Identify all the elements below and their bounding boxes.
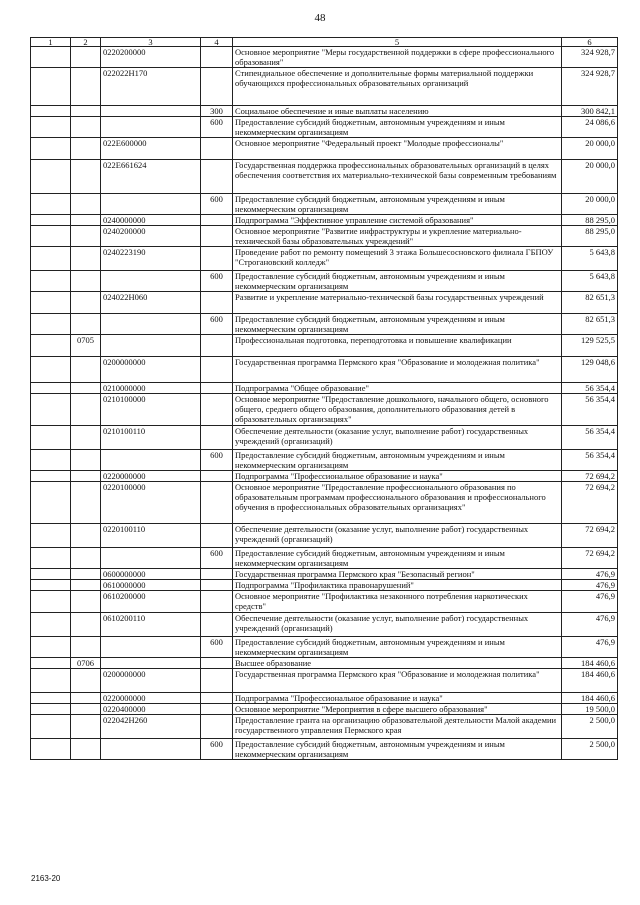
section-code-cell bbox=[71, 715, 101, 739]
table-row bbox=[31, 194, 618, 215]
description-cell: Подпрограмма "Профессиональное образование и наука" bbox=[233, 693, 562, 704]
target-code-cell: 0210000000 bbox=[101, 383, 201, 394]
table-row bbox=[31, 160, 618, 194]
col-1-cell bbox=[31, 138, 71, 160]
description-cell: Основное мероприятие "Предоставление профессионального образования по образовательным программам профессионального образования и профессионального обучения в профессиональных образовательных организациях" bbox=[233, 482, 562, 524]
col-1-cell bbox=[31, 591, 71, 613]
header-cell: 5 bbox=[233, 38, 562, 47]
target-code-cell bbox=[101, 117, 201, 138]
col-1-cell bbox=[31, 739, 71, 760]
table-row bbox=[31, 47, 618, 68]
document-code: 2163-20 bbox=[31, 874, 61, 883]
table-row bbox=[31, 569, 618, 580]
section-code-cell bbox=[71, 357, 101, 383]
target-code-cell: 0220400000 bbox=[101, 704, 201, 715]
expense-type-cell bbox=[201, 471, 233, 482]
section-code-cell bbox=[71, 569, 101, 580]
expense-type-cell bbox=[201, 704, 233, 715]
table-row bbox=[31, 658, 618, 669]
expense-type-cell: 300 bbox=[201, 106, 233, 117]
amount-cell: 476,9 bbox=[562, 569, 618, 580]
col-1-cell bbox=[31, 450, 71, 471]
amount-cell: 184 460,6 bbox=[562, 669, 618, 693]
description-cell: Основное мероприятие "Профилактика незаконного потребления наркотических средств" bbox=[233, 591, 562, 613]
col-1-cell bbox=[31, 215, 71, 226]
table-row bbox=[31, 482, 618, 524]
table-row bbox=[31, 471, 618, 482]
target-code-cell: 0200000000 bbox=[101, 669, 201, 693]
section-code-cell bbox=[71, 271, 101, 292]
amount-cell: 300 842,1 bbox=[562, 106, 618, 117]
expense-type-cell: 600 bbox=[201, 271, 233, 292]
amount-cell: 88 295,0 bbox=[562, 226, 618, 247]
amount-cell: 2 500,0 bbox=[562, 739, 618, 760]
expense-type-cell bbox=[201, 394, 233, 426]
table-row bbox=[31, 138, 618, 160]
section-code-cell bbox=[71, 704, 101, 715]
col-1-cell bbox=[31, 569, 71, 580]
table-row bbox=[31, 383, 618, 394]
target-code-cell: 0210100000 bbox=[101, 394, 201, 426]
description-cell: Предоставление субсидий бюджетным, автономным учреждениям и иным некоммерческим организациям bbox=[233, 739, 562, 760]
table-header-row bbox=[31, 38, 618, 47]
expense-type-cell: 600 bbox=[201, 194, 233, 215]
col-1-cell bbox=[31, 548, 71, 569]
expense-type-cell bbox=[201, 715, 233, 739]
description-cell: Предоставление субсидий бюджетным, автономным учреждениям и иным некоммерческим организациям bbox=[233, 194, 562, 215]
col-1-cell bbox=[31, 117, 71, 138]
description-cell: Основное мероприятие "Предоставление дошкольного, начального общего, основного общего, среднего общего образования, дополнительного образования детей в образовательных организациях" bbox=[233, 394, 562, 426]
col-1-cell bbox=[31, 482, 71, 524]
expense-type-cell bbox=[201, 68, 233, 106]
amount-cell: 20 000,0 bbox=[562, 194, 618, 215]
description-cell: Основное мероприятие "Меры государственной поддержки в сфере профессионального образования" bbox=[233, 47, 562, 68]
section-code-cell bbox=[71, 215, 101, 226]
description-cell: Предоставление субсидий бюджетным, автономным учреждениям и иным некоммерческим организациям bbox=[233, 637, 562, 658]
table-row bbox=[31, 591, 618, 613]
col-1-cell bbox=[31, 471, 71, 482]
section-code-cell bbox=[71, 292, 101, 314]
section-code-cell bbox=[71, 138, 101, 160]
description-cell: Обеспечение деятельности (оказание услуг, выполнение работ) государственных учреждений (организаций) bbox=[233, 524, 562, 548]
amount-cell: 56 354,4 bbox=[562, 394, 618, 426]
col-1-cell bbox=[31, 669, 71, 693]
amount-cell: 129 048,6 bbox=[562, 357, 618, 383]
target-code-cell: 0240000000 bbox=[101, 215, 201, 226]
target-code-cell: 0220000000 bbox=[101, 471, 201, 482]
expense-type-cell bbox=[201, 693, 233, 704]
col-1-cell bbox=[31, 524, 71, 548]
expense-type-cell: 600 bbox=[201, 314, 233, 335]
amount-cell: 476,9 bbox=[562, 637, 618, 658]
expense-type-cell: 600 bbox=[201, 548, 233, 569]
expense-type-cell bbox=[201, 613, 233, 637]
description-cell: Стипендиальное обеспечение и дополнительные формы материальной поддержки обучающихся профессиональных образовательных организаций bbox=[233, 68, 562, 106]
expense-type-cell bbox=[201, 160, 233, 194]
table-row bbox=[31, 226, 618, 247]
amount-cell: 82 651,3 bbox=[562, 292, 618, 314]
expense-type-cell: 600 bbox=[201, 450, 233, 471]
expense-type-cell bbox=[201, 138, 233, 160]
col-1-cell bbox=[31, 292, 71, 314]
section-code-cell bbox=[71, 693, 101, 704]
table-row bbox=[31, 314, 618, 335]
table-row bbox=[31, 215, 618, 226]
table-row bbox=[31, 450, 618, 471]
table-row bbox=[31, 335, 618, 357]
amount-cell: 20 000,0 bbox=[562, 160, 618, 194]
table-row bbox=[31, 704, 618, 715]
description-cell: Предоставление гранта на организацию образовательной деятельности Малой академии государственного управления Пермского края bbox=[233, 715, 562, 739]
budget-table bbox=[30, 37, 618, 760]
section-code-cell bbox=[71, 247, 101, 271]
target-code-cell: 0240200000 bbox=[101, 226, 201, 247]
section-code-cell bbox=[71, 160, 101, 194]
amount-cell: 72 694,2 bbox=[562, 471, 618, 482]
col-1-cell bbox=[31, 613, 71, 637]
target-code-cell bbox=[101, 335, 201, 357]
target-code-cell bbox=[101, 739, 201, 760]
amount-cell: 72 694,2 bbox=[562, 548, 618, 569]
target-code-cell bbox=[101, 637, 201, 658]
col-1-cell bbox=[31, 383, 71, 394]
amount-cell: 476,9 bbox=[562, 580, 618, 591]
description-cell: Обеспечение деятельности (оказание услуг, выполнение работ) государственных учреждений (организаций) bbox=[233, 613, 562, 637]
col-1-cell bbox=[31, 160, 71, 194]
amount-cell: 129 525,5 bbox=[562, 335, 618, 357]
target-code-cell bbox=[101, 548, 201, 569]
table-row bbox=[31, 739, 618, 760]
table-row bbox=[31, 426, 618, 450]
table-row bbox=[31, 271, 618, 292]
description-cell: Профессиональная подготовка, переподготовка и повышение квалификации bbox=[233, 335, 562, 357]
amount-cell: 82 651,3 bbox=[562, 314, 618, 335]
target-code-cell bbox=[101, 106, 201, 117]
section-code-cell bbox=[71, 591, 101, 613]
description-cell: Обеспечение деятельности (оказание услуг, выполнение работ) государственных учреждений (организаций) bbox=[233, 426, 562, 450]
section-code-cell bbox=[71, 739, 101, 760]
description-cell: Подпрограмма "Профессиональное образование и наука" bbox=[233, 471, 562, 482]
expense-type-cell bbox=[201, 226, 233, 247]
amount-cell: 184 460,6 bbox=[562, 658, 618, 669]
description-cell: Подпрограмма "Общее образование" bbox=[233, 383, 562, 394]
description-cell: Предоставление субсидий бюджетным, автономным учреждениям и иным некоммерческим организациям bbox=[233, 450, 562, 471]
target-code-cell: 0240223190 bbox=[101, 247, 201, 271]
target-code-cell: 0210100110 bbox=[101, 426, 201, 450]
description-cell: Основное мероприятие "Развитие инфраструктуры и укрепление материально-технической базы образовательных учреждений" bbox=[233, 226, 562, 247]
target-code-cell: 0220000000 bbox=[101, 693, 201, 704]
section-code-cell bbox=[71, 383, 101, 394]
amount-cell: 56 354,4 bbox=[562, 383, 618, 394]
section-code-cell bbox=[71, 524, 101, 548]
expense-type-cell bbox=[201, 247, 233, 271]
col-1-cell bbox=[31, 394, 71, 426]
amount-cell: 5 643,8 bbox=[562, 271, 618, 292]
description-cell: Предоставление субсидий бюджетным, автономным учреждениям и иным некоммерческим организациям bbox=[233, 314, 562, 335]
description-cell: Государственная программа Пермского края "Образование и молодежная политика" bbox=[233, 357, 562, 383]
section-code-cell bbox=[71, 471, 101, 482]
target-code-cell bbox=[101, 450, 201, 471]
amount-cell: 184 460,6 bbox=[562, 693, 618, 704]
page-number: 48 bbox=[314, 12, 326, 24]
header-cell: 2 bbox=[71, 38, 101, 47]
col-1-cell bbox=[31, 658, 71, 669]
target-code-cell: 0600000000 bbox=[101, 569, 201, 580]
expense-type-cell bbox=[201, 482, 233, 524]
expense-type-cell bbox=[201, 383, 233, 394]
table-row bbox=[31, 394, 618, 426]
target-code-cell: 0220100000 bbox=[101, 482, 201, 524]
table-row bbox=[31, 693, 618, 704]
amount-cell: 476,9 bbox=[562, 591, 618, 613]
table-row bbox=[31, 524, 618, 548]
target-code-cell: 0220200000 bbox=[101, 47, 201, 68]
expense-type-cell bbox=[201, 524, 233, 548]
expense-type-cell bbox=[201, 292, 233, 314]
table-row bbox=[31, 548, 618, 569]
table-row bbox=[31, 669, 618, 693]
amount-cell: 88 295,0 bbox=[562, 215, 618, 226]
col-1-cell bbox=[31, 693, 71, 704]
table-row bbox=[31, 357, 618, 383]
section-code-cell bbox=[71, 314, 101, 335]
amount-cell: 19 500,0 bbox=[562, 704, 618, 715]
header-cell: 1 bbox=[31, 38, 71, 47]
section-code-cell bbox=[71, 47, 101, 68]
header-cell: 3 bbox=[101, 38, 201, 47]
table-row bbox=[31, 292, 618, 314]
section-code-cell bbox=[71, 613, 101, 637]
target-code-cell: 022022Н170 bbox=[101, 68, 201, 106]
header-cell: 6 bbox=[562, 38, 618, 47]
table-row bbox=[31, 580, 618, 591]
description-cell: Высшее образование bbox=[233, 658, 562, 669]
amount-cell: 476,9 bbox=[562, 613, 618, 637]
col-1-cell bbox=[31, 194, 71, 215]
amount-cell: 324 928,7 bbox=[562, 68, 618, 106]
amount-cell: 24 086,6 bbox=[562, 117, 618, 138]
description-cell: Развитие и укрепление материально-технической базы государственных учреждений bbox=[233, 292, 562, 314]
section-code-cell bbox=[71, 482, 101, 524]
target-code-cell: 022Е600000 bbox=[101, 138, 201, 160]
expense-type-cell bbox=[201, 426, 233, 450]
section-code-cell bbox=[71, 637, 101, 658]
target-code-cell: 0610200110 bbox=[101, 613, 201, 637]
description-cell: Государственная программа Пермского края "Безопасный регион" bbox=[233, 569, 562, 580]
amount-cell: 2 500,0 bbox=[562, 715, 618, 739]
expense-type-cell: 600 bbox=[201, 739, 233, 760]
target-code-cell: 022042Н260 bbox=[101, 715, 201, 739]
col-1-cell bbox=[31, 247, 71, 271]
description-cell: Основное мероприятие "Мероприятия в сфере высшего образования" bbox=[233, 704, 562, 715]
section-code-cell bbox=[71, 226, 101, 247]
col-1-cell bbox=[31, 47, 71, 68]
col-1-cell bbox=[31, 271, 71, 292]
amount-cell: 5 643,8 bbox=[562, 247, 618, 271]
expense-type-cell bbox=[201, 569, 233, 580]
section-code-cell bbox=[71, 394, 101, 426]
amount-cell: 72 694,2 bbox=[562, 482, 618, 524]
table-row bbox=[31, 117, 618, 138]
table-row bbox=[31, 106, 618, 117]
table-row bbox=[31, 247, 618, 271]
target-code-cell: 0200000000 bbox=[101, 357, 201, 383]
table-row bbox=[31, 637, 618, 658]
expense-type-cell bbox=[201, 47, 233, 68]
section-code-cell bbox=[71, 106, 101, 117]
section-code-cell bbox=[71, 580, 101, 591]
col-1-cell bbox=[31, 357, 71, 383]
expense-type-cell bbox=[201, 357, 233, 383]
table-row bbox=[31, 68, 618, 106]
col-1-cell bbox=[31, 314, 71, 335]
description-cell: Государственная программа Пермского края "Образование и молодежная политика" bbox=[233, 669, 562, 693]
description-cell: Подпрограмма "Профилактика правонарушений" bbox=[233, 580, 562, 591]
col-1-cell bbox=[31, 426, 71, 450]
expense-type-cell bbox=[201, 335, 233, 357]
target-code-cell bbox=[101, 194, 201, 215]
col-1-cell bbox=[31, 637, 71, 658]
col-1-cell bbox=[31, 715, 71, 739]
expense-type-cell bbox=[201, 669, 233, 693]
section-code-cell bbox=[71, 194, 101, 215]
target-code-cell bbox=[101, 658, 201, 669]
description-cell: Подпрограмма "Эффективное управление системой образования" bbox=[233, 215, 562, 226]
expense-type-cell bbox=[201, 658, 233, 669]
section-code-cell bbox=[71, 450, 101, 471]
description-cell: Предоставление субсидий бюджетным, автономным учреждениям и иным некоммерческим организациям bbox=[233, 548, 562, 569]
col-1-cell bbox=[31, 106, 71, 117]
col-1-cell bbox=[31, 226, 71, 247]
expense-type-cell bbox=[201, 591, 233, 613]
header-cell: 4 bbox=[201, 38, 233, 47]
section-code-cell bbox=[71, 68, 101, 106]
amount-cell: 324 928,7 bbox=[562, 47, 618, 68]
target-code-cell: 0220100110 bbox=[101, 524, 201, 548]
target-code-cell bbox=[101, 314, 201, 335]
section-code-cell: 0706 bbox=[71, 658, 101, 669]
amount-cell: 20 000,0 bbox=[562, 138, 618, 160]
expense-type-cell bbox=[201, 215, 233, 226]
target-code-cell bbox=[101, 271, 201, 292]
section-code-cell bbox=[71, 669, 101, 693]
col-1-cell bbox=[31, 704, 71, 715]
description-cell: Основное мероприятие "Федеральный проект "Молодые профессионалы" bbox=[233, 138, 562, 160]
amount-cell: 56 354,4 bbox=[562, 450, 618, 471]
col-1-cell bbox=[31, 335, 71, 357]
section-code-cell: 0705 bbox=[71, 335, 101, 357]
description-cell: Государственная поддержка профессиональных образовательных организаций в целях обеспечения соответствия их материально-технической базы современным требованиям bbox=[233, 160, 562, 194]
description-cell: Предоставление субсидий бюджетным, автономным учреждениям и иным некоммерческим организациям bbox=[233, 117, 562, 138]
description-cell: Проведение работ по ремонту помещений 3 этажа Большесосновского филиала ГБПОУ "Строгановский колледж" bbox=[233, 247, 562, 271]
expense-type-cell: 600 bbox=[201, 117, 233, 138]
expense-type-cell: 600 bbox=[201, 637, 233, 658]
col-1-cell bbox=[31, 580, 71, 591]
table-row bbox=[31, 613, 618, 637]
target-code-cell: 022Е661624 bbox=[101, 160, 201, 194]
amount-cell: 72 694,2 bbox=[562, 524, 618, 548]
section-code-cell bbox=[71, 548, 101, 569]
col-1-cell bbox=[31, 68, 71, 106]
target-code-cell: 0610200000 bbox=[101, 591, 201, 613]
expense-type-cell bbox=[201, 580, 233, 591]
description-cell: Социальное обеспечение и иные выплаты населению bbox=[233, 106, 562, 117]
target-code-cell: 024022Н060 bbox=[101, 292, 201, 314]
section-code-cell bbox=[71, 117, 101, 138]
target-code-cell: 0610000000 bbox=[101, 580, 201, 591]
section-code-cell bbox=[71, 426, 101, 450]
table-row bbox=[31, 715, 618, 739]
amount-cell: 56 354,4 bbox=[562, 426, 618, 450]
description-cell: Предоставление субсидий бюджетным, автономным учреждениям и иным некоммерческим организациям bbox=[233, 271, 562, 292]
